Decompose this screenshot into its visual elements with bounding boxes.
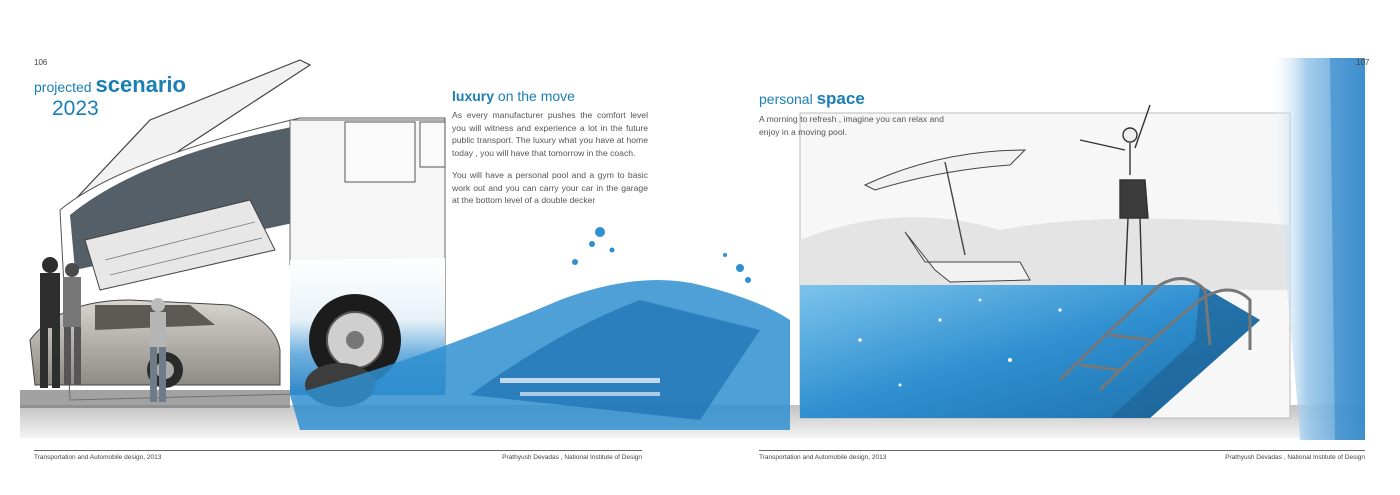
footer-divider-right <box>759 450 1365 451</box>
footer-left-course: Transportation and Automobile design, 2013 <box>34 454 162 461</box>
space-paragraph-1: A morning to refresh , imagine you can relax and enjoy in a moving pool. <box>759 114 944 137</box>
luxury-body-text <box>452 109 648 217</box>
title-light-word: projected <box>34 79 92 95</box>
luxury-section-title <box>452 88 575 104</box>
projected-scenario-title <box>34 74 186 119</box>
personal-space-title <box>759 89 865 109</box>
title-bold-word: scenario <box>95 72 186 97</box>
space-title-light: personal <box>759 91 813 107</box>
luxury-title-bold: luxury <box>452 88 495 104</box>
luxury-paragraph-2: You will have a personal pool and a gym to basic work out and you can carry your car in the garage at the bottom level of a double decker <box>452 170 648 205</box>
footer-left-author: Prathyush Devadas , National Institute of Design <box>502 454 642 461</box>
luxury-title-light: on the move <box>497 88 575 104</box>
page-number-right: 107 <box>1356 58 1370 67</box>
personal-space-body-text <box>759 113 959 148</box>
space-title-bold: space <box>816 89 865 108</box>
page-number-left: 106 <box>34 58 48 67</box>
footer-right-author: Prathyush Devadas , National Institute of Design <box>1225 454 1365 461</box>
title-year: 2023 <box>52 97 99 120</box>
luxury-paragraph-1: As every manufacturer pushes the comfort level you will witness and experience a lot in the future public transport. The luxury what you have at home today , you will have that tomorrow in the coach. <box>452 110 648 158</box>
footer-divider-left <box>34 450 642 451</box>
footer-right-course: Transportation and Automobile design, 2013 <box>759 454 887 461</box>
right-page <box>700 0 1400 495</box>
